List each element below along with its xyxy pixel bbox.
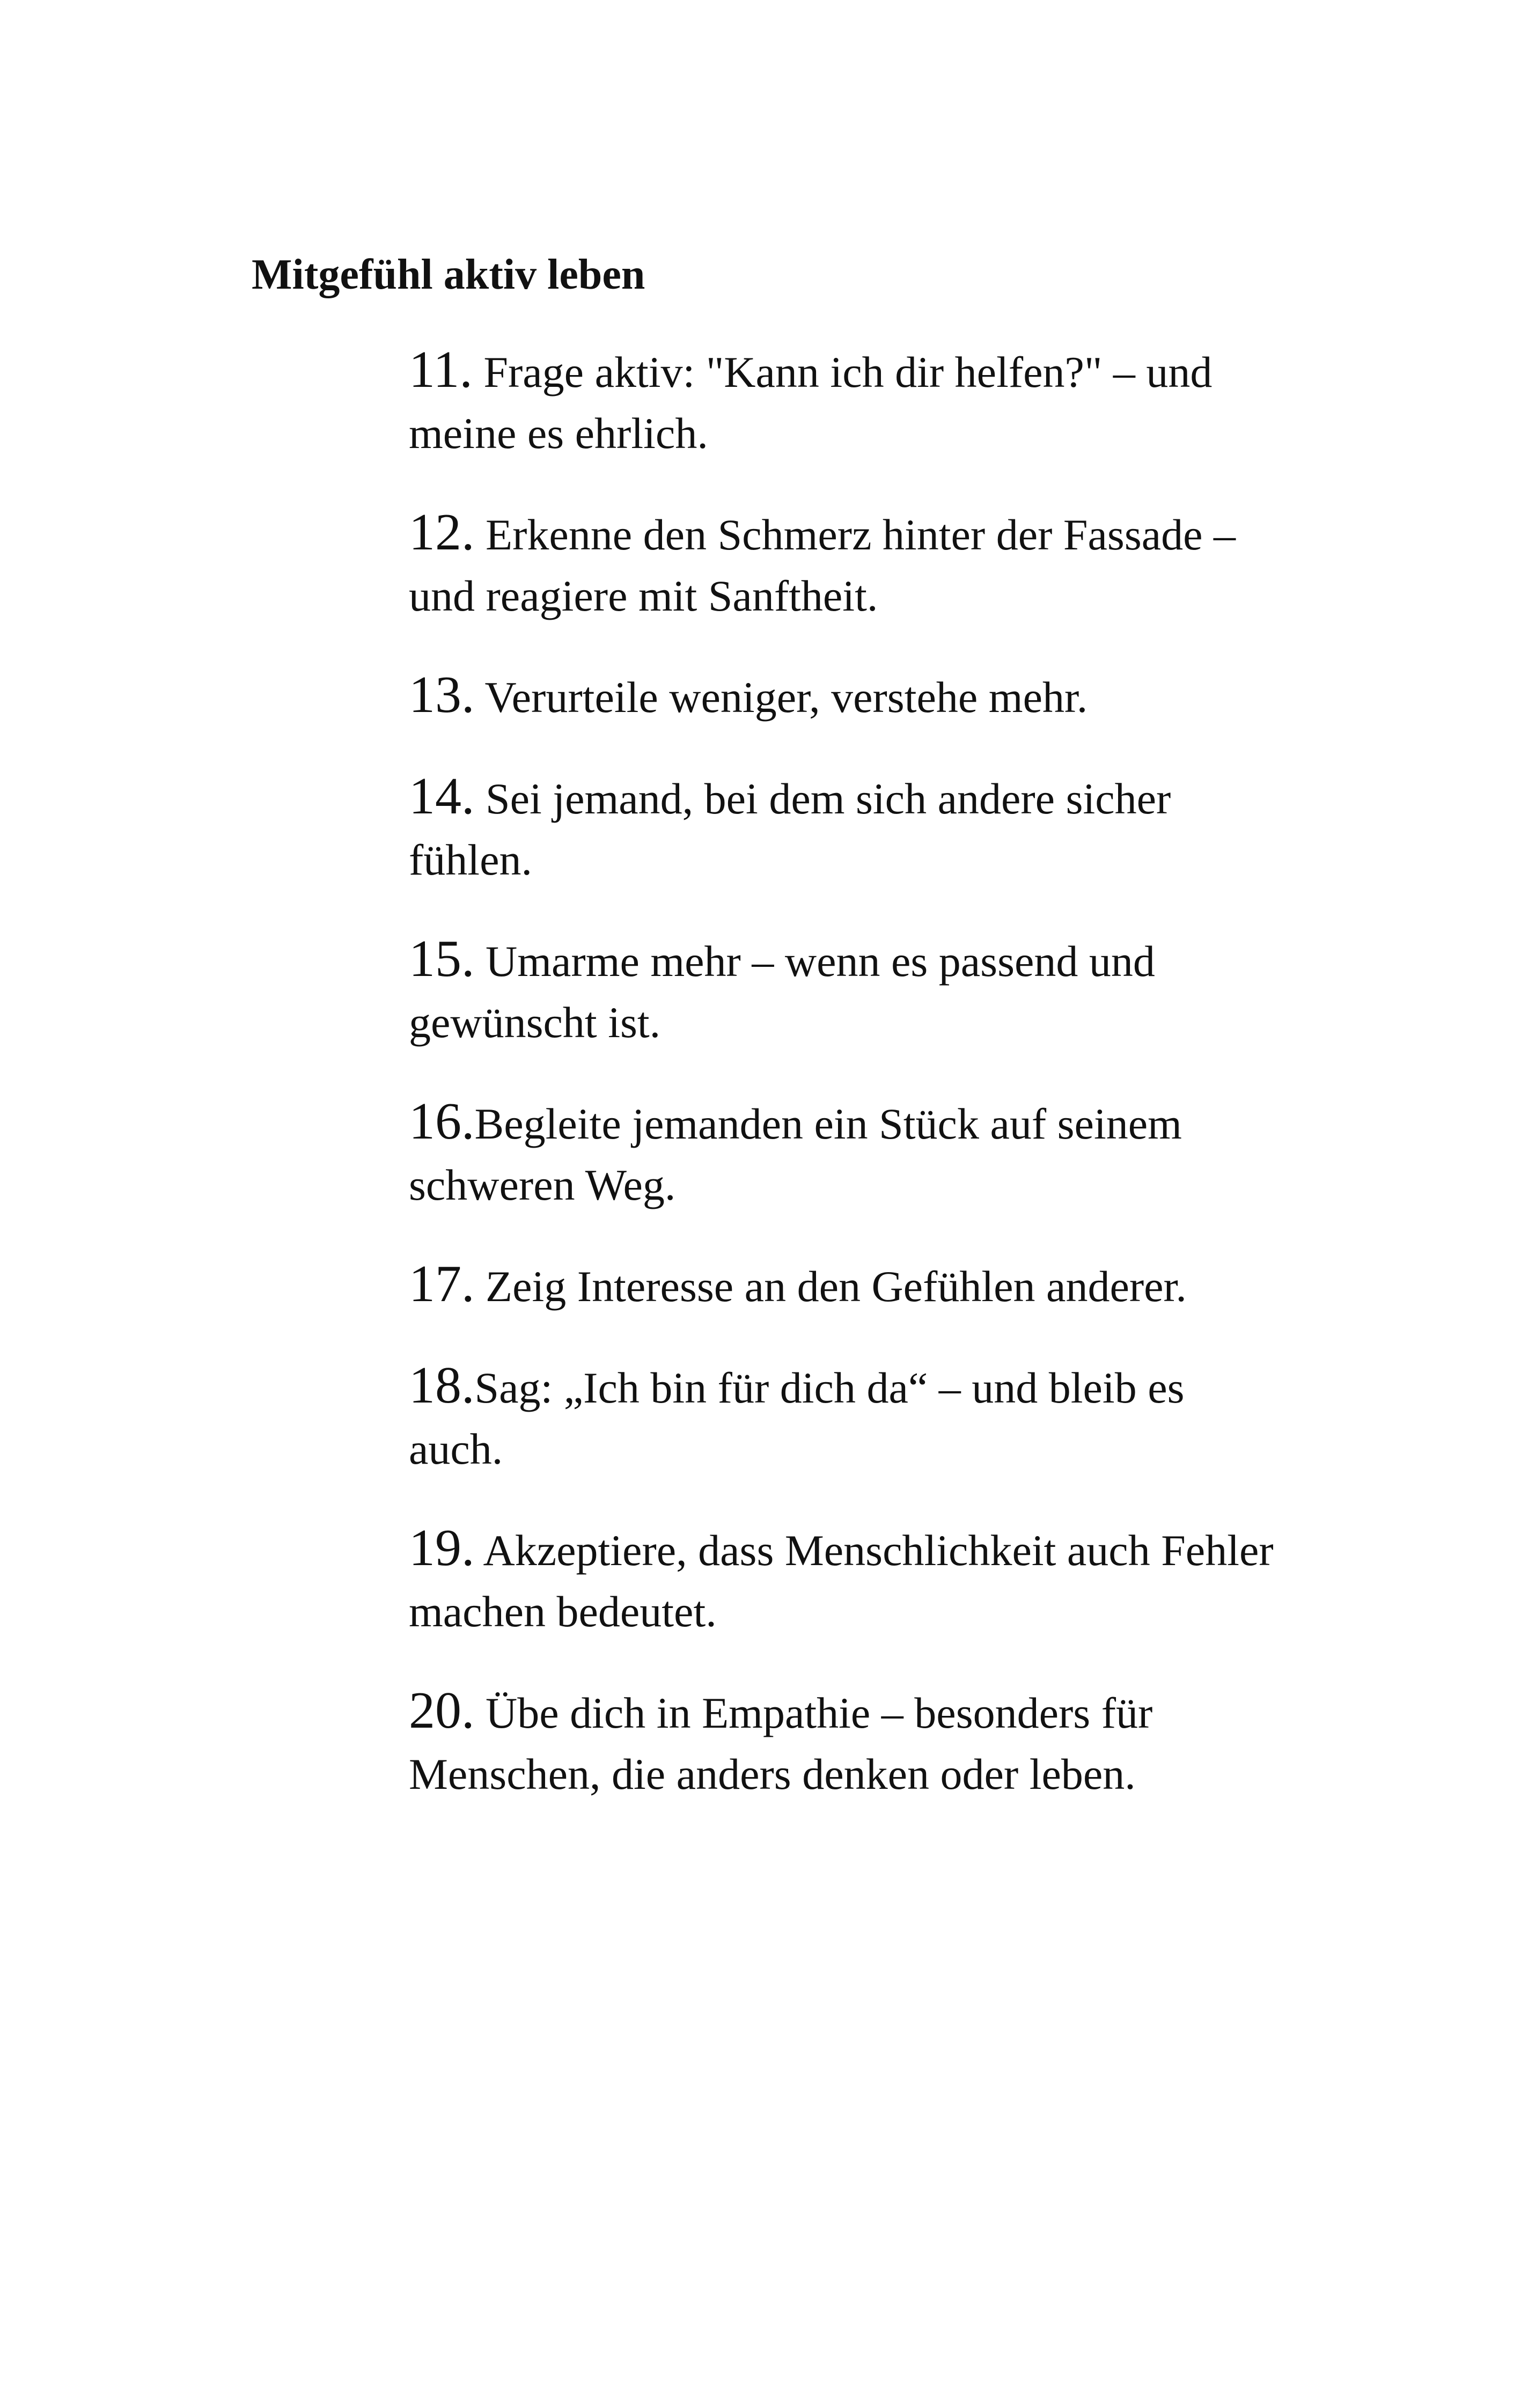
item-text: Frage aktiv: "Kann ich dir helfen?" – und meine es ehrlich. — [409, 348, 1213, 458]
item-number: 13. — [409, 666, 475, 724]
item-text: Akzeptiere, dass Menschlichkeit auch Fehler machen bedeutet. — [409, 1526, 1274, 1636]
item-text: Erkenne den Schmerz hinter der Fassade – und reagiere mit Sanftheit. — [409, 510, 1236, 620]
list-item — [409, 766, 1289, 891]
item-number: 14. — [409, 767, 475, 825]
item-number: 20. — [409, 1682, 475, 1739]
list-item — [409, 1355, 1289, 1480]
list-item — [409, 1091, 1289, 1216]
item-text: Sag: „Ich bin für dich da“ – und bleib es auch. — [409, 1363, 1185, 1473]
item-text: Übe dich in Empathie – besonders für Menschen, die anders denken oder leben. — [409, 1688, 1153, 1798]
item-number: 12. — [409, 503, 475, 561]
list-item — [409, 339, 1289, 464]
item-number: 18. — [409, 1356, 475, 1414]
list-item — [409, 1680, 1289, 1805]
item-text: Sei jemand, bei dem sich andere sicher fühlen. — [409, 774, 1171, 884]
list-item — [409, 502, 1289, 627]
item-text: Verurteile weniger, verstehe mehr. — [474, 673, 1088, 722]
item-text: Zeig Interesse an den Gefühlen anderer. — [474, 1262, 1187, 1311]
item-number: 16. — [409, 1092, 475, 1150]
item-number: 15. — [409, 930, 475, 988]
section-heading: Mitgefühl aktiv leben — [252, 251, 645, 298]
list-item — [409, 1517, 1289, 1642]
list-item — [409, 928, 1289, 1053]
list-item — [409, 664, 1289, 728]
item-text: Begleite jemanden ein Stück auf seinem schweren Weg. — [409, 1099, 1182, 1209]
item-number: 11. — [409, 341, 473, 399]
item-number: 17. — [409, 1255, 475, 1313]
list-item — [409, 1253, 1289, 1317]
item-text: Umarme mehr – wenn es passend und gewünscht ist. — [409, 937, 1155, 1047]
numbered-list — [409, 339, 1289, 1842]
item-number: 19. — [409, 1519, 475, 1577]
